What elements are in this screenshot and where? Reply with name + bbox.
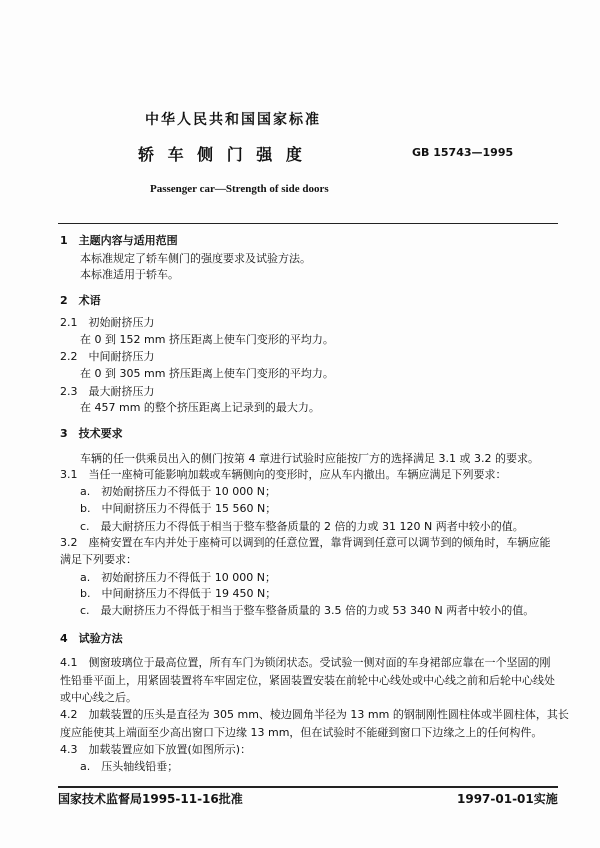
- paragraph-line: 在 457 mm 的整个挤压距离上记录到的最大力。: [80, 401, 320, 414]
- paragraph-line: 性铅垂平面上，用紧固装置将车牢固定位，紧固装置安装在前轮中心线处或中心线之前和后轮中心线处: [60, 674, 555, 687]
- paragraph-line: a. 初始耐挤压力不得低于 10 000 N；: [80, 485, 276, 498]
- paragraph-line: b. 中间耐挤压力不得低于 15 560 N；: [80, 502, 277, 515]
- paragraph-line: 本标准规定了轿车侧门的强度要求及试验方法。: [80, 252, 311, 265]
- paragraph-line: 4.1 侧窗玻璃位于最高位置，所有车门为锁闭状态。受试验一侧对面的车身裙部应靠在一个坚固的刚: [60, 656, 551, 669]
- section-heading: 1 主题内容与适用范围: [60, 234, 178, 247]
- english-title: Passenger car—Strength of side doors: [150, 183, 329, 195]
- paragraph-line: 4.3 加载装置应如下放置(如图所示)：: [60, 743, 252, 756]
- paragraph-line: 3.2 座椅安置在车内并处于座椅可以调到的任意位置，靠背调到任意可以调节到的倾角时，车辆应能: [60, 536, 551, 549]
- national-standard-heading: 中华人民共和国国家标准: [145, 112, 321, 128]
- document-title: 轿 车 侧 门 强 度: [138, 145, 306, 164]
- standard-code: GB 15743—1995: [412, 146, 514, 159]
- paragraph-line: 或中心线之后。: [60, 691, 137, 704]
- section-heading: 2 术语: [60, 294, 101, 307]
- paragraph-line: a. 压头轴线铅垂；: [80, 760, 179, 773]
- section-heading: 3 技术要求: [60, 427, 123, 440]
- paragraph-line: 2.1 初始耐挤压力: [60, 316, 155, 329]
- paragraph-line: 在 0 到 152 mm 挤压距离上使车门变形的平均力。: [80, 333, 334, 346]
- paragraph-line: 在 0 到 305 mm 挤压距离上使车门变形的平均力。: [80, 367, 334, 380]
- paragraph-line: 度应能使其上端面至少高出窗口下边缘 13 mm，但在试验时不能碰到窗口下边缘之上的任何构件。: [60, 726, 543, 739]
- paragraph-line: 满足下列要求：: [60, 553, 137, 566]
- paragraph-line: 车辆的任一供乘员出入的侧门按第 4 章进行试验时应能按厂方的选择满足 3.1 或 3.2 的要求。: [80, 452, 539, 465]
- paragraph-line: a. 初始耐挤压力不得低于 10 000 N；: [80, 571, 276, 584]
- paragraph-line: 2.3 最大耐挤压力: [60, 385, 155, 398]
- paragraph-line: 4.2 加载装置的压头是直径为 305 mm、棱边圆角半径为 13 mm 的钢制刚性圆柱体或半圆柱体，其长: [60, 708, 569, 721]
- footer-rule: [58, 786, 558, 788]
- approval-date: 国家技术监督局1995-11-16批准: [58, 792, 243, 806]
- paragraph-line: 2.2 中间耐挤压力: [60, 350, 155, 363]
- section-heading: 4 试验方法: [60, 632, 123, 645]
- paragraph-line: c. 最大耐挤压力不得低于相当于整车整备质量的 3.5 倍的力或 53 340 N 两者中较小的值。: [80, 604, 535, 617]
- effective-date: 1997-01-01实施: [457, 792, 558, 806]
- paragraph-line: 3.1 当任一座椅可能影响加载或车辆侧向的变形时，应从车内撤出。车辆应满足下列要求：: [60, 468, 507, 481]
- paragraph-line: 本标准适用于轿车。: [80, 268, 179, 281]
- header-rule: [58, 223, 558, 224]
- paragraph-line: b. 中间耐挤压力不得低于 19 450 N；: [80, 587, 277, 600]
- paragraph-line: c. 最大耐挤压力不得低于相当于整车整备质量的 2 倍的力或 31 120 N 两者中较小的值。: [80, 520, 524, 533]
